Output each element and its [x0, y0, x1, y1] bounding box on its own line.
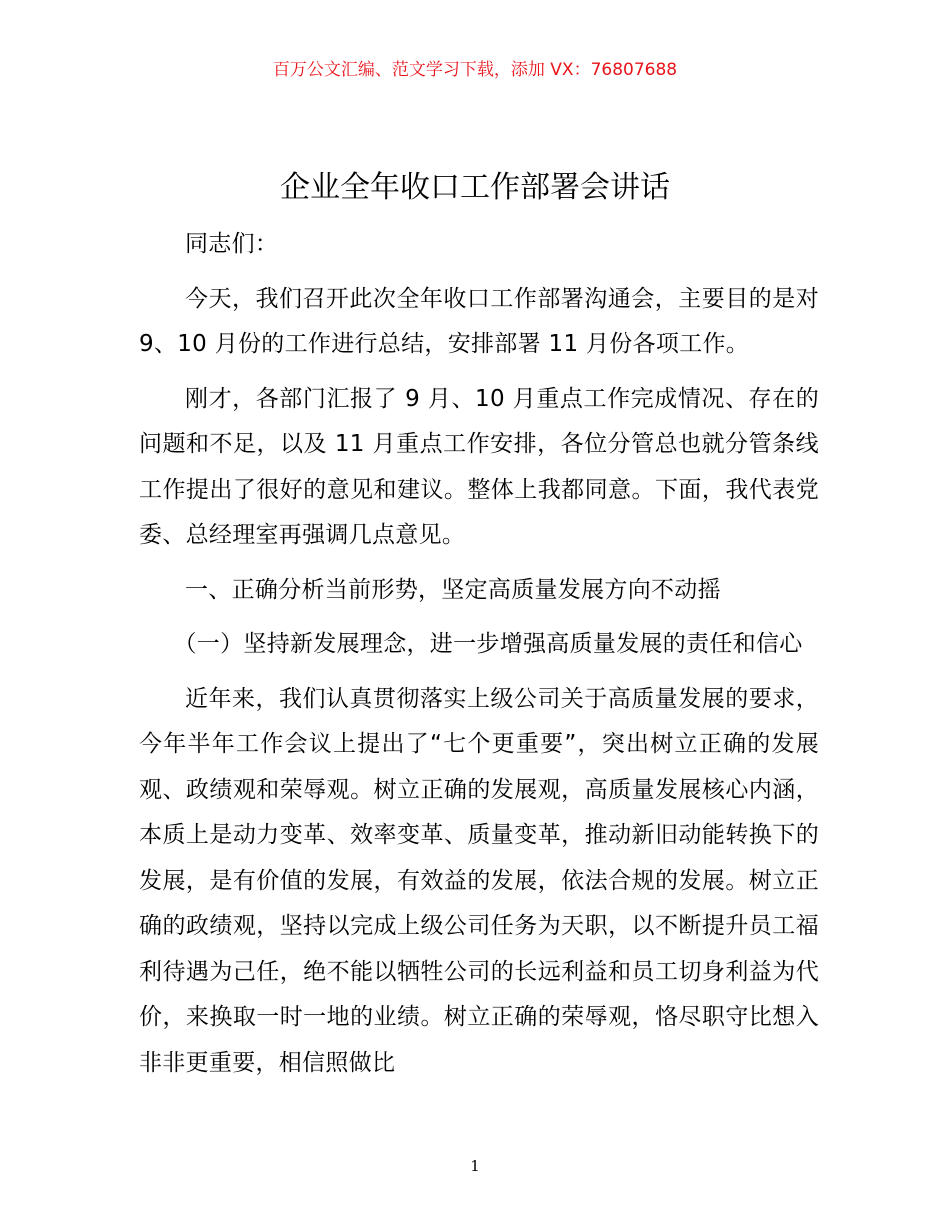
section-heading-1: 一、正确分析当前形势，坚定高质量发展方向不动摇 — [185, 576, 721, 603]
paragraph-salutation: 同志们： — [185, 231, 279, 257]
subsection-heading-1: （一）坚持新发展理念，进一步增强高质量发展的责任和信心 — [173, 631, 803, 657]
paragraph-review: 刚才，各部门汇报了 9 月、10 月重点工作完成情况、存在的问题和不足，以及 11 月重点工作安排，各位分管总也就分管条线工作提出了很好的意见和建议。整体上我都同意。下面，我代表党委、总经理室再强调几点意见。 — [139, 385, 819, 548]
paragraph-body: 近年来，我们认真贯彻落实上级公司关于高质量发展的要求，今年半年工作会议上提出了“七个更重要”，突出树立正确的发展观、政绩观和荣辱观。树立正确的发展观，高质量发展核心内涵，本质上是动力变革、效率变革、质量变革，推动新旧动能转换下的发展，是有价值的发展，有效益的发展，依法合规的发展。树立正确的政绩观，坚持以完成上级公司任务为天职，以不断提升员工福利待遇为己任，绝不能以牺牲公司的长远利益和员工切身利益为代价，来换取一时一地的业绩。树立正确的荣辱观，恪尽职守比想入非非更重要，相信照做比 — [139, 685, 819, 1076]
document-body — [139, 222, 819, 1095]
paragraph-intro: 今天，我们召开此次全年收口工作部署沟通会，主要目的是对 9、10 月份的工作进行总结，安排部署 11 月份各项工作。 — [139, 285, 819, 357]
page-number: 1 — [470, 1157, 480, 1175]
document-title: 企业全年收口工作部署会讲话 — [280, 170, 670, 205]
header-banner: 百万公文汇编、范文学习下载，添加 VX：76807688 — [272, 60, 678, 80]
